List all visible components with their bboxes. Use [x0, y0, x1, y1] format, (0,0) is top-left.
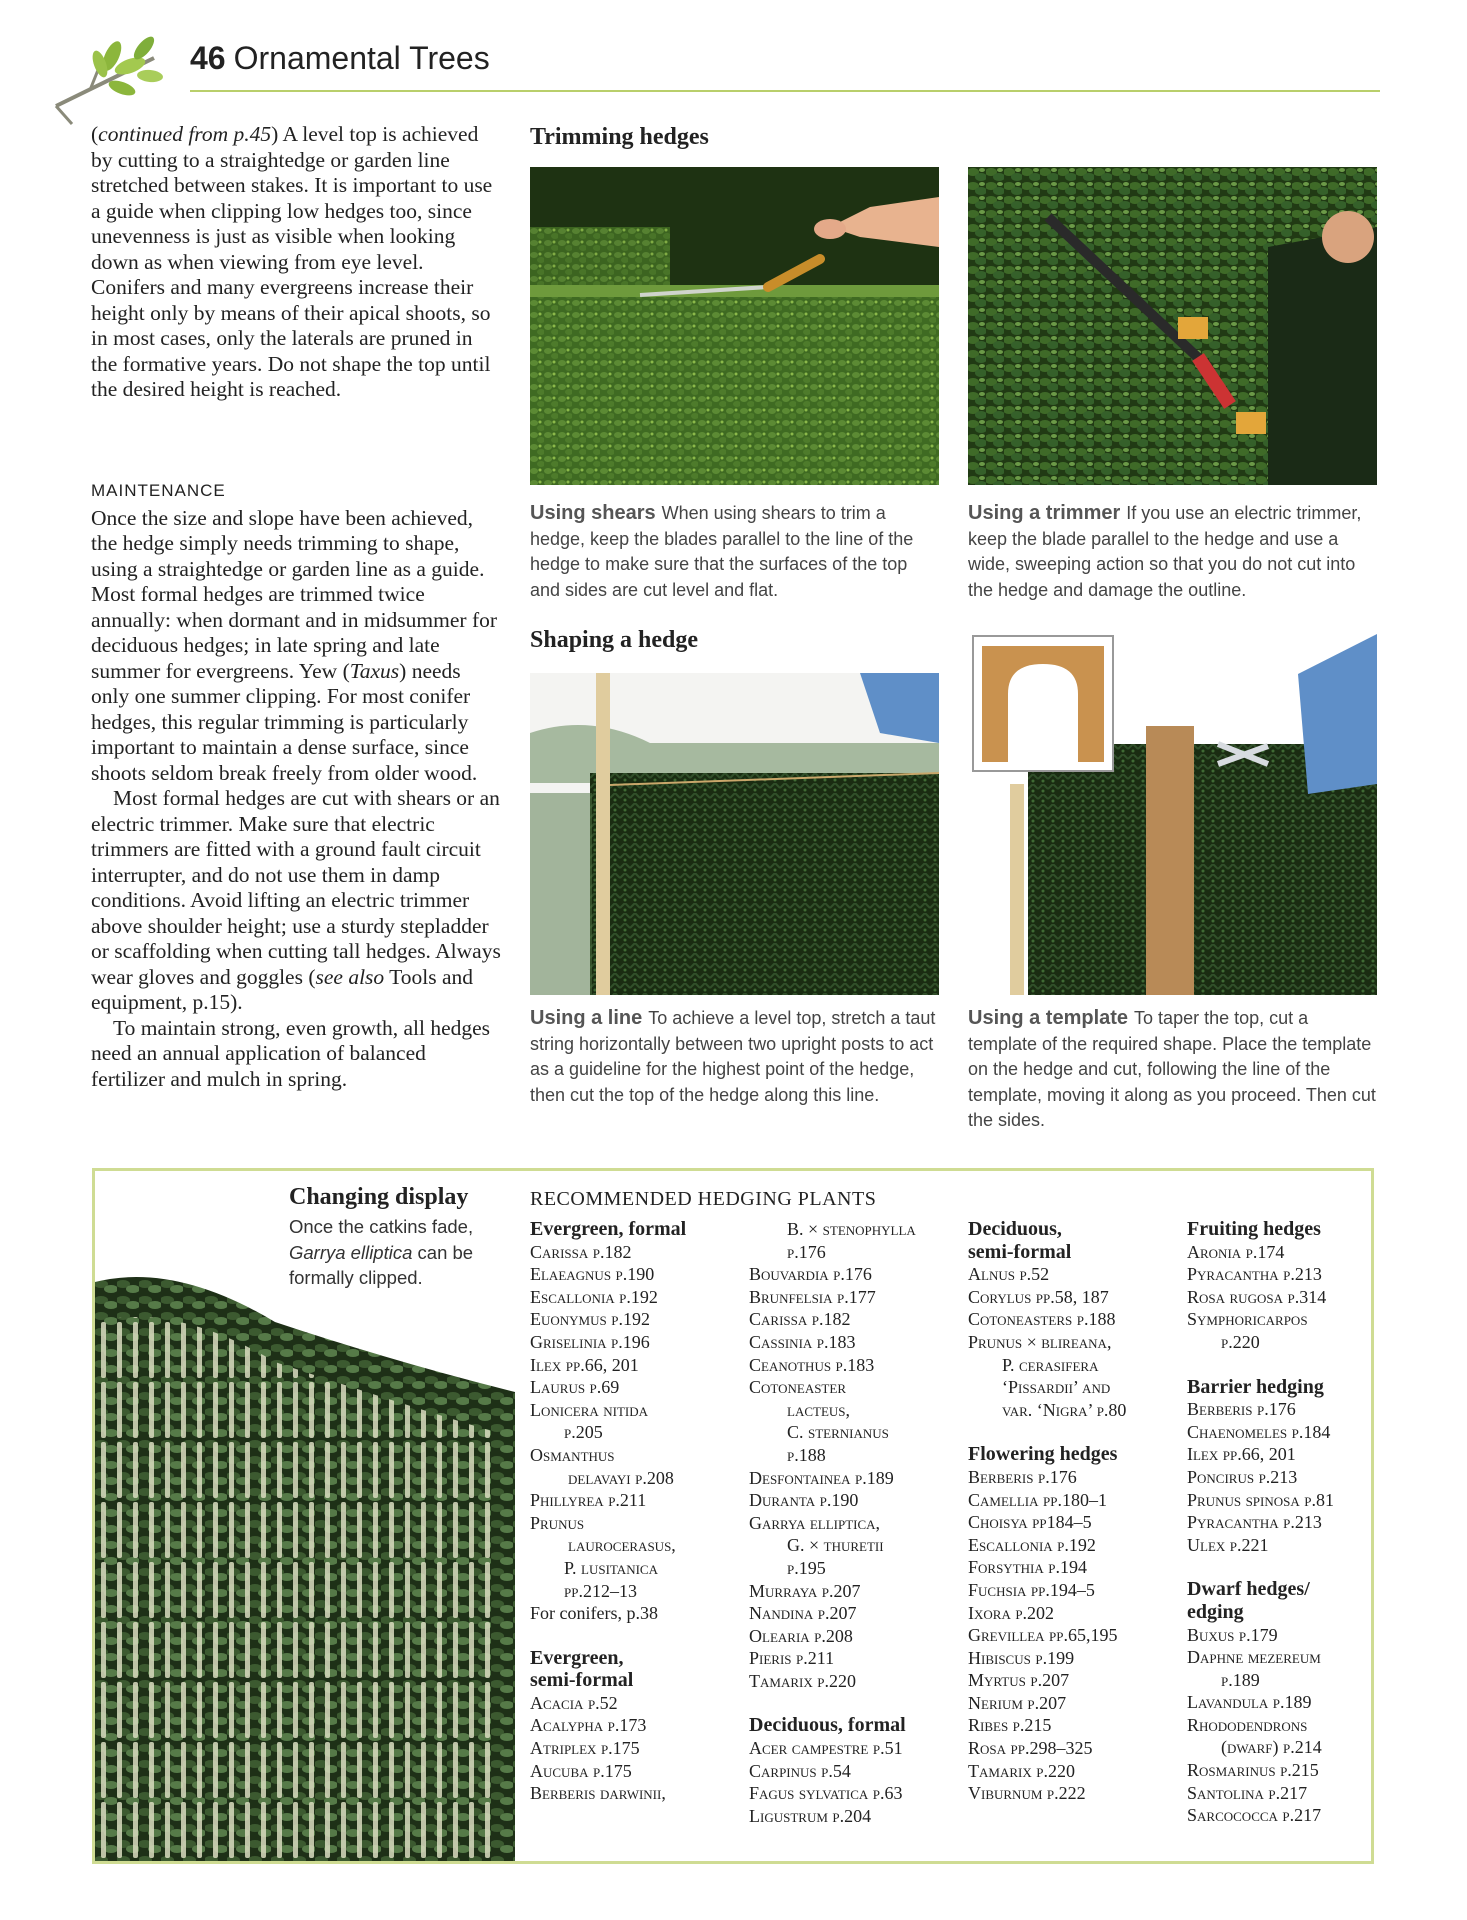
plant-list-item: Daphne mezereum: [1187, 1647, 1321, 1668]
plant-list-item: Carissa p.182: [749, 1309, 851, 1330]
plant-list-item: For conifers, p.38: [530, 1603, 658, 1624]
intro-text: A level top is achieved by cutting to a straightedge or garden line stretched between stakes. It is important to use a guide when clipping low hedges too, since unevenness is just as visible when looking down as when viewing from eye level. Conifers and many evergreens increase their height only by means of their apical shoots, so in most cases, only the laterals are pruned in the formative years. Do not shape the top until the desired height is reached.: [91, 122, 493, 401]
plant-list-item: Escallonia p.192: [530, 1286, 658, 1307]
plant-list-item: Berberis darwinii,: [530, 1783, 666, 1804]
plant-list-item: Garrya elliptica,: [749, 1512, 881, 1533]
plant-list-item: Corylus pp.58, 187: [968, 1286, 1109, 1307]
intro-paragraph: (continued from p.45) A level top is achieved by cutting to a straightedge or garden line stretched between stakes. It is important to use a guide when clipping low hedges too, since unevenness is just as visible when looking down as when viewing from eye level. Conifers and many evergreens increase their height only by means of their apical shoots, so in most cases, only the laterals are pruned in the formative years. Do not shape the top until the desired height is reached.: [91, 122, 493, 401]
plant-list-item: delavayi p.208: [568, 1467, 674, 1488]
plant-list-item: Acalypha p.173: [530, 1715, 647, 1736]
plant-list-item: Hibiscus p.199: [968, 1647, 1075, 1668]
plant-list-item: Rhododendrons: [1187, 1714, 1308, 1735]
header-rule: [190, 90, 1380, 92]
plant-list-item: Laurus p.69: [530, 1377, 620, 1398]
template-caption-text: To taper the top, cut a template of the required shape. Place the template on the hedge and cut, following the line of the template, moving it along as you proceed. Then cut the sides.: [968, 1008, 1376, 1130]
trimmer-photo: [968, 167, 1377, 485]
taxus-term: Taxus: [349, 658, 400, 683]
plant-group-heading: Dwarf hedges/: [1187, 1578, 1310, 1601]
plant-list-item: pp.212–13: [564, 1580, 637, 1601]
plant-group-heading: Flowering hedges: [968, 1443, 1118, 1466]
branch-logo-icon: [50, 36, 168, 126]
plant-list-item: Ixora p.202: [968, 1602, 1055, 1623]
trimmer-caption-lead: Using a trimmer: [968, 502, 1121, 524]
plant-list-item: Symphoricarpos: [1187, 1309, 1308, 1330]
plant-list-item: Chaenomeles p.184: [1187, 1421, 1331, 1442]
plant-list-item: Pieris p.211: [749, 1648, 835, 1669]
plant-list-item: Camellia pp.180–1: [968, 1489, 1107, 1510]
plant-list-item: P. lusitanica: [564, 1557, 658, 1578]
plant-list-item: Desfontainea p.189: [749, 1467, 894, 1488]
cd-text-b: can be formally clipped.: [289, 1241, 474, 1288]
plant-list-item: p.195: [787, 1557, 826, 1578]
plant-group-heading: edging: [1187, 1600, 1244, 1623]
plant-list-item: Cotoneasters p.188: [968, 1309, 1116, 1330]
plant-list-item: Tamarix p.220: [968, 1760, 1075, 1781]
plant-list-item: var. ‘Nigra’ p.80: [1002, 1399, 1127, 1420]
plant-list-item: Carpinus p.54: [749, 1760, 851, 1781]
plant-list-item: Acacia p.52: [530, 1692, 618, 1713]
plant-list-item: Ligustrum p.204: [749, 1805, 872, 1826]
template-caption-lead: Using a template: [968, 1007, 1129, 1029]
plant-list-item: Duranta p.190: [749, 1490, 859, 1511]
plant-list-item: Elaeagnus p.190: [530, 1264, 655, 1285]
list-gap: [968, 1421, 1178, 1443]
plant-group-heading: semi-formal: [530, 1669, 634, 1692]
maintenance-heading: MAINTENANCE: [91, 481, 226, 500]
plant-list-item: Rosa pp.298–325: [968, 1738, 1093, 1759]
line-photo: [530, 673, 939, 995]
plant-list-item: Viburnum p.222: [968, 1783, 1086, 1804]
plant-list-item: Euonymus p.192: [530, 1309, 650, 1330]
continued-note: continued from p.45: [98, 122, 272, 146]
plant-list-item: laurocerasus,: [568, 1535, 676, 1556]
para1-text-b: ) needs only one summer clipping. For most conifer hedges, this regular trimming is particularly important to maintain a dense surface, since shoots seldom break freely from older wood.: [91, 658, 478, 785]
plant-group-heading: Deciduous,: [968, 1218, 1062, 1240]
plant-list-item: Ribes p.215: [968, 1715, 1052, 1736]
plant-list-item: p.176: [787, 1241, 826, 1262]
chapter-title: Ornamental Trees: [233, 40, 490, 76]
plant-list-item: Nerium p.207: [968, 1692, 1067, 1713]
plant-list-item: Poncirus p.213: [1187, 1466, 1298, 1487]
plant-list-item: Forsythia p.194: [968, 1557, 1087, 1578]
plant-list-item: Fuchsia pp.194–5: [968, 1579, 1095, 1600]
changing-display-title: Changing display: [289, 1184, 469, 1210]
recommended-title: RECOMMENDED HEDGING PLANTS: [530, 1188, 877, 1210]
plant-list-item: Buxus p.179: [1187, 1624, 1278, 1645]
shears-caption: [530, 501, 942, 603]
plant-list-item: p.188: [787, 1444, 826, 1465]
plant-group-heading: Fruiting hedges: [1187, 1218, 1321, 1240]
plant-list-item: Lonicera nitida: [530, 1399, 649, 1420]
plant-list-item: Santolina p.217: [1187, 1782, 1308, 1803]
plant-list-item: Myrtus p.207: [968, 1670, 1070, 1691]
plant-list-item: (dwarf) p.214: [1221, 1737, 1322, 1758]
plant-list-item: Rosa rugosa p.314: [1187, 1286, 1327, 1307]
plant-list-item: Carissa p.182: [530, 1241, 632, 1262]
changing-display-text: [289, 1214, 509, 1291]
plant-list-item: Murraya p.207: [749, 1580, 861, 1601]
plant-column-2: [749, 1218, 959, 1827]
plant-group-heading: Barrier hedging: [1187, 1375, 1324, 1398]
plant-list-item: lacteus,: [787, 1399, 850, 1420]
plant-list-item: Nandina p.207: [749, 1603, 857, 1624]
plant-list-item: Choisya pp184–5: [968, 1512, 1092, 1533]
plant-list-item: C. sternianus: [787, 1422, 889, 1443]
plant-list-item: p.220: [1221, 1331, 1260, 1352]
plant-list-item: Pyracantha p.213: [1187, 1512, 1322, 1533]
para2-text-b: Tools and equipment, p.15).: [91, 964, 474, 1014]
plant-group-heading: semi-formal: [968, 1240, 1072, 1263]
maintenance-para-2: [91, 786, 501, 1016]
plant-list-item: Aronia p.174: [1187, 1241, 1285, 1262]
plant-list-item: Olearia p.208: [749, 1625, 853, 1646]
plant-list-item: Berberis p.176: [968, 1466, 1077, 1487]
trimmer-caption: [968, 501, 1380, 603]
plant-list-item: Alnus p.52: [968, 1264, 1050, 1285]
plant-list-item: ‘Pissardii’ and: [1002, 1377, 1111, 1398]
plant-list-item: Rosmarinus p.215: [1187, 1760, 1319, 1781]
maintenance-section: [91, 478, 501, 1092]
garrya-photo: [95, 1262, 515, 1861]
para2-text-a: Most formal hedges are cut with shears or an electric trimmer. Make sure that electric trimmers are fitted with a ground fault circuit interrupter, and do not use them in damp conditions. Avoid lifting an electric trimmer above shoulder height; use a sturdy stepladder or scaffolding when cutting tall hedges. Always wear gloves and goggles (: [91, 786, 501, 989]
para1-text-a: Once the size and slope have been achieved, the hedge simply needs trimming to shape, using a straightedge or garden line as a guide. Most formal hedges are trimmed twice annually: when dormant and in midsummer for deciduous hedges; in late spring and late summer for evergreens. Yew (: [91, 505, 498, 683]
plant-column-4: [1187, 1218, 1397, 1827]
shears-photo: [530, 167, 939, 485]
plant-list-item: Osmanthus: [530, 1444, 615, 1465]
plant-column-1: [530, 1218, 740, 1805]
plant-list-item: Prunus spinosa p.81: [1187, 1489, 1334, 1510]
plant-list-item: Lavandula p.189: [1187, 1692, 1312, 1713]
list-gap: [530, 1625, 740, 1647]
list-gap: [1187, 1556, 1397, 1578]
shears-caption-lead: Using shears: [530, 502, 656, 524]
page-number: 46: [190, 40, 226, 76]
shaping-title: Shaping a hedge: [530, 627, 699, 653]
page-header: [190, 40, 490, 77]
line-caption-lead: Using a line: [530, 1007, 643, 1029]
plant-list-item: Griselinia p.196: [530, 1331, 650, 1352]
plant-list-item: Ilex pp.66, 201: [530, 1354, 639, 1375]
list-gap: [749, 1692, 959, 1714]
plant-list-item: P. cerasifera: [1002, 1354, 1099, 1375]
plant-list-item: Aucuba p.175: [530, 1760, 632, 1781]
plant-list-item: Berberis p.176: [1187, 1399, 1296, 1420]
trimming-title: Trimming hedges: [530, 124, 709, 150]
plant-list-item: Bouvardia p.176: [749, 1264, 872, 1285]
plant-list-item: Cotoneaster: [749, 1377, 846, 1398]
plant-list-item: B. × stenophylla: [787, 1219, 916, 1239]
template-photo: [968, 634, 1377, 995]
trimmer-caption-text: If you use an electric trimmer, keep the blade parallel to the hedge and use a wide, sweeping action so that you do not cut into the hedge and damage the outline.: [968, 503, 1362, 600]
cd-text-a: Once the catkins fade,: [289, 1216, 474, 1237]
shears-caption-text: When using shears to trim a hedge, keep the blades parallel to the line of the hedge to make sure that the surfaces of the top and sides are cut level and flat.: [530, 503, 914, 600]
plant-list-item: Escallonia p.192: [968, 1534, 1096, 1555]
line-caption: [530, 1006, 942, 1108]
plant-list-item: Ilex pp.66, 201: [1187, 1444, 1296, 1465]
plant-group-heading: Deciduous, formal: [749, 1714, 906, 1737]
plant-list-item: Cassinia p.183: [749, 1331, 856, 1352]
plant-list-item: Phillyrea p.211: [530, 1490, 647, 1511]
plant-list-item: G. × thuretii: [787, 1535, 884, 1556]
plant-list-item: Brunfelsia p.177: [749, 1286, 876, 1307]
plant-list-item: Prunus × blireana,: [968, 1331, 1112, 1352]
garrya-term: Garrya elliptica: [289, 1241, 413, 1263]
plant-list-item: Tamarix p.220: [749, 1670, 856, 1691]
see-also-link: see also: [315, 964, 385, 989]
plant-list-item: Fagus sylvatica p.63: [749, 1783, 903, 1804]
maintenance-para-1: [91, 506, 501, 787]
plant-group-heading: Evergreen, formal: [530, 1218, 687, 1240]
plant-list-item: Sarcococca p.217: [1187, 1805, 1322, 1826]
template-caption: [968, 1006, 1380, 1134]
plant-list-item: p.189: [1221, 1669, 1260, 1690]
plant-list-item: Atriplex p.175: [530, 1738, 640, 1759]
plant-list-item: Ceanothus p.183: [749, 1354, 875, 1375]
plant-list-item: Prunus: [530, 1512, 585, 1533]
maintenance-para-3: To maintain strong, even growth, all hedges need an annual application of balanced fertilizer and mulch in spring.: [91, 1015, 491, 1091]
plant-list-item: Acer campestre p.51: [749, 1738, 903, 1759]
plant-list-item: Ulex p.221: [1187, 1534, 1269, 1555]
plant-list-item: Pyracantha p.213: [1187, 1264, 1322, 1285]
plant-column-3: [968, 1218, 1178, 1805]
plant-group-heading: Evergreen,: [530, 1646, 624, 1669]
line-caption-text: To achieve a level top, stretch a taut string horizontally between two upright posts to act as a guideline for the highest point of the hedge, then cut the top of the hedge along this line.: [530, 1008, 936, 1105]
plant-list-item: Grevillea pp.65,195: [968, 1625, 1118, 1646]
list-gap: [1187, 1354, 1397, 1376]
plant-list-item: p.205: [564, 1422, 603, 1443]
